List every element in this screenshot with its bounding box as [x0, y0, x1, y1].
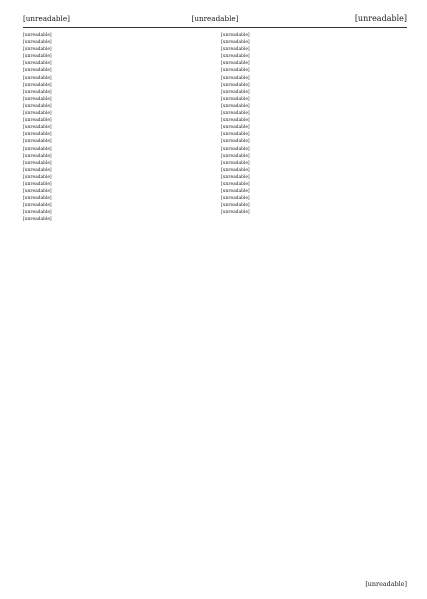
- reference-item: [unreadable]: [221, 118, 250, 124]
- reference-item: [unreadable]: [23, 82, 52, 88]
- running-title: [unreadable]: [191, 14, 239, 23]
- reference-item: [unreadable]: [221, 210, 250, 216]
- reference-item: [unreadable]: [23, 167, 52, 173]
- reference-item: [unreadable]: [221, 174, 250, 180]
- reference-item: [unreadable]: [221, 160, 250, 166]
- reference-item: [unreadable]: [23, 111, 52, 117]
- header-rule: [23, 27, 407, 28]
- reference-item: [unreadable]: [23, 160, 52, 166]
- reference-item: [unreadable]: [23, 40, 52, 46]
- reference-item: [unreadable]: [23, 217, 52, 223]
- reference-item: [unreadable]: [221, 75, 250, 81]
- editor-note: [unreadable]: [365, 580, 407, 588]
- reference-item: [unreadable]: [221, 111, 250, 117]
- reference-item: [unreadable]: [23, 146, 52, 152]
- reference-item: [unreadable]: [23, 89, 52, 95]
- reference-item: [unreadable]: [23, 125, 52, 131]
- reference-item: [unreadable]: [221, 82, 250, 88]
- reference-column-right: [221, 32, 407, 580]
- reference-item: [unreadable]: [23, 61, 52, 67]
- reference-item: [unreadable]: [221, 54, 250, 60]
- reference-item: [unreadable]: [221, 96, 250, 102]
- reference-item: [unreadable]: [23, 181, 52, 187]
- reference-item: [unreadable]: [23, 118, 52, 124]
- reference-item: [unreadable]: [221, 139, 250, 145]
- reference-item: [unreadable]: [221, 132, 250, 138]
- reference-item: [unreadable]: [23, 68, 52, 74]
- reference-item: [unreadable]: [221, 125, 250, 131]
- reference-item: [unreadable]: [221, 189, 250, 195]
- reference-item: [unreadable]: [23, 132, 52, 138]
- issue-label: [unreadable]: [23, 14, 70, 23]
- reference-item: [unreadable]: [23, 96, 52, 102]
- reference-item: [unreadable]: [23, 189, 52, 195]
- reference-item: [unreadable]: [221, 181, 250, 187]
- reference-item: [unreadable]: [23, 210, 52, 216]
- reference-item: [unreadable]: [23, 203, 52, 209]
- reference-list: [23, 32, 407, 580]
- reference-column-left: [23, 32, 209, 580]
- reference-item: [unreadable]: [221, 33, 250, 38]
- reference-item: [unreadable]: [23, 153, 52, 159]
- reference-item: [unreadable]: [221, 153, 250, 159]
- reference-item: [unreadable]: [23, 103, 52, 109]
- reference-item: [unreadable]: [23, 54, 52, 60]
- reference-item: [unreadable]: [221, 146, 250, 152]
- reference-item: [unreadable]: [221, 68, 250, 74]
- reference-item: [unreadable]: [221, 40, 250, 46]
- reference-item: [unreadable]: [221, 203, 250, 209]
- running-header: [23, 12, 407, 26]
- reference-item: [unreadable]: [23, 75, 52, 81]
- reference-item: [unreadable]: [23, 47, 52, 53]
- reference-item: [unreadable]: [23, 174, 52, 180]
- reference-item: [unreadable]: [221, 47, 250, 53]
- reference-item: [unreadable]: [221, 167, 250, 173]
- reference-item: [unreadable]: [23, 196, 52, 202]
- reference-item: [unreadable]: [221, 196, 250, 202]
- page-number: [unreadable]: [354, 14, 407, 23]
- reference-item: [unreadable]: [221, 61, 250, 67]
- reference-item: [unreadable]: [221, 103, 250, 109]
- reference-item: [unreadable]: [23, 33, 52, 38]
- reference-item: [unreadable]: [221, 89, 250, 95]
- reference-item: [unreadable]: [23, 139, 52, 145]
